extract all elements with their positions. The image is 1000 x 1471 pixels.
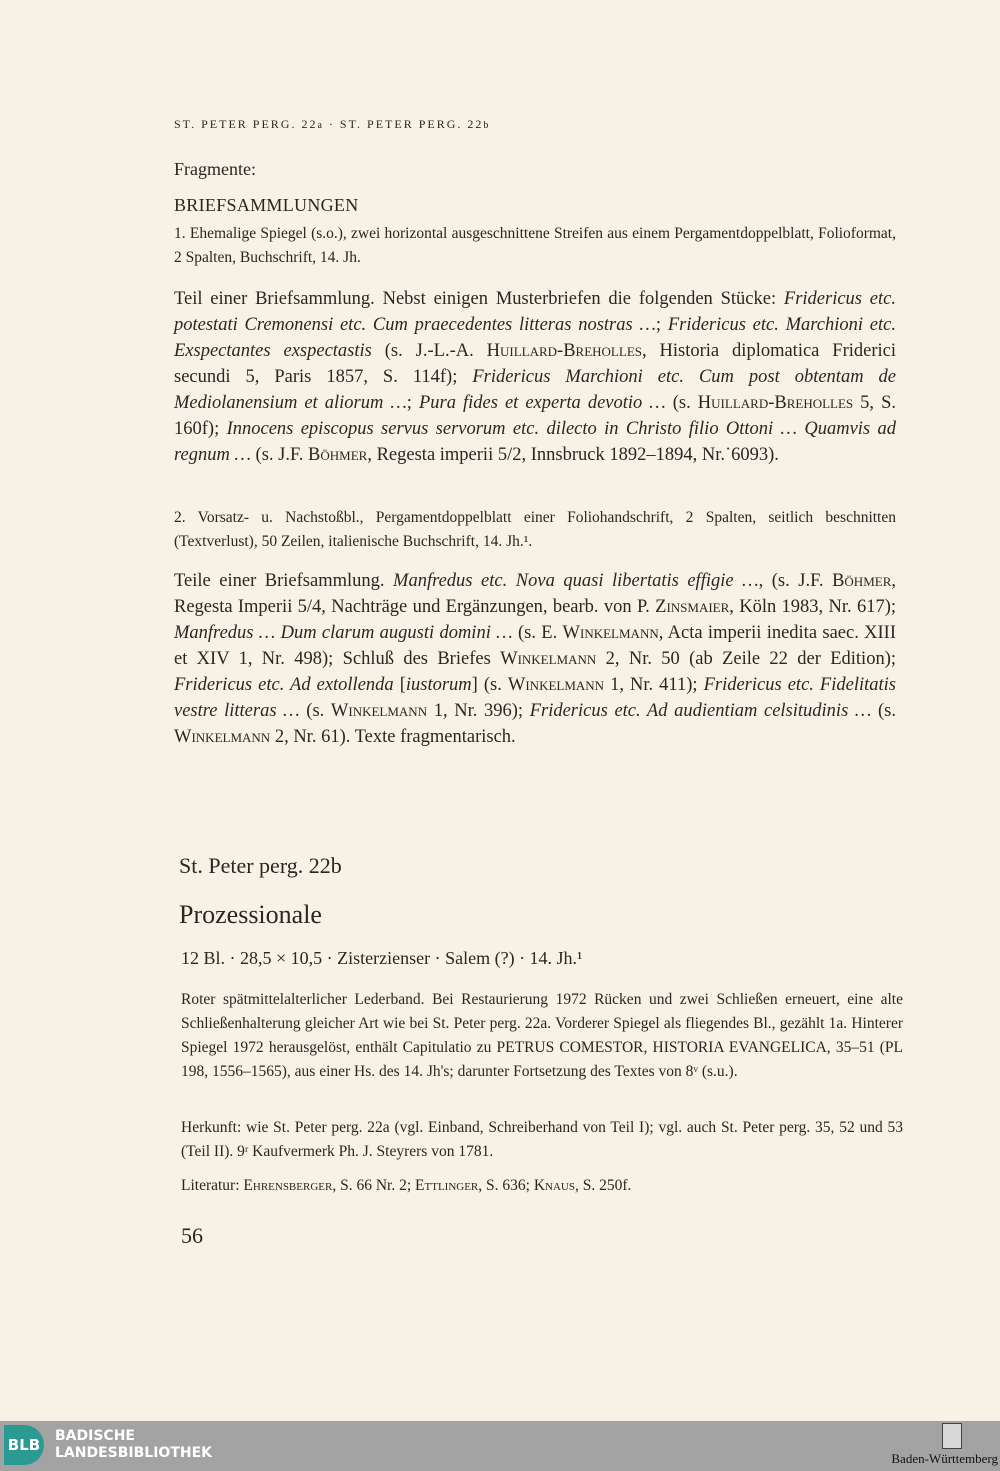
text-segment: 1, Nr. 411);	[604, 675, 704, 695]
shelfmark-heading: St. Peter perg. 22b	[179, 853, 342, 878]
running-head-right: ST. PETER PERG. 22	[339, 117, 484, 131]
italic-text: Fridericus etc. potestati Cremonensi etc. Cum praecedentes litteras nostras …	[174, 289, 896, 335]
text-segment: , S. 66 Nr. 2;	[332, 1177, 416, 1194]
fragment-2-description	[174, 506, 896, 554]
italic-text: Innocens episcopus servus servorum etc. dilecto in Christo filio Ottoni … Quamvis ad regnum …	[174, 419, 896, 465]
italic-text: Fridericus etc. Ad extollenda	[174, 675, 394, 695]
running-head-left: ST. PETER PERG. 22	[174, 117, 318, 131]
section-heading: BRIEFSAMMLUNGEN	[174, 195, 359, 215]
italic-text: Pura fides et experta devotio …	[418, 393, 666, 413]
text-segment: (s.	[299, 701, 331, 721]
text-segment: Herkunft: wie St. Peter perg. 22a (vgl. Einband, Schreiberhand von Teil I); vgl. auch St. Peter perg. 35, 52 und 53 (Teil II). 9ʳ Kaufvermerk Ph. J. Steyrers von 1781.	[181, 1119, 903, 1160]
author-name: Huillard-Breholles	[486, 341, 642, 361]
italic-text: iustorum	[405, 675, 472, 695]
author-name: Knaus	[533, 1177, 575, 1194]
binding-description	[181, 988, 903, 1084]
author-name: Böhmer	[308, 445, 368, 465]
text-segment: , S. 250f.	[574, 1177, 632, 1194]
literature	[181, 1174, 903, 1198]
author-name: Böhmer	[832, 571, 892, 591]
text-segment: ;	[655, 315, 668, 335]
running-head-right-suffix: b	[483, 120, 491, 131]
manuscript-title: Prozessionale	[179, 900, 322, 929]
text-segment: 5, S. 160f);	[174, 393, 896, 439]
author-name: Ehrensberger	[243, 1177, 333, 1194]
text-segment: 1, Nr. 396);	[427, 701, 530, 721]
author-name: Winkelmann	[330, 701, 428, 721]
author-name: Zinsmaier	[655, 597, 730, 617]
text-segment: Literatur:	[181, 1177, 244, 1194]
text-segment: , Regesta imperii 5/2, Innsbruck 1892–1894, Nr.˙6093).	[367, 445, 779, 465]
author-name: Ettlinger	[415, 1177, 479, 1194]
library-name-line1: BADISCHE	[55, 1428, 135, 1444]
text-segment: Teile einer Briefsammlung.	[174, 571, 394, 591]
author-name: Winkelmann	[507, 675, 605, 695]
text-segment: , Acta imperii inedita saec. XIII et XIV 1, Nr. 498); Schluß des Briefes	[174, 623, 896, 669]
text-segment: Roter spätmittelalterlicher Lederband. Bei Restaurierung 1972 Rücken und zwei Schließen erneuert, eine alte Schließenhalterung gleicher Art wie bei St. Peter perg. 22a. Vorderer Spiegel als fliegendes Bl., gezählt 1a. Hinterer Spiegel 1972 herausgelöst, enthält Capitulatio zu PETRUS COMESTOR, HISTORIA EVANGELICA, 35–51 (PL 198, 1556–1565), aus einer Hs. des 14. Jh's; darunter Fortsetzung des Textes von 8ᵛ (s.u.).	[181, 991, 903, 1080]
fragments-label: Fragmente:	[174, 159, 256, 179]
text-segment: (s. E.	[512, 623, 563, 643]
italic-text: Fridericus Marchioni etc. Cum post obtentam de Mediolanensium et aliorum …	[174, 367, 896, 413]
text-segment: , Köln 1983, Nr. 617);	[729, 597, 896, 617]
blb-logo: BLB	[4, 1425, 44, 1465]
running-head-left-suffix: a	[317, 120, 324, 131]
italic-text: Fridericus etc. Marchioni etc. Exspectantes exspectastis	[174, 315, 896, 361]
text-segment: (s. J.-L.-A.	[371, 341, 487, 361]
coat-of-arms-icon	[942, 1423, 962, 1449]
page-number: 56	[181, 1223, 203, 1248]
fragment-2-contents	[174, 568, 896, 750]
fragment-1-contents	[174, 286, 896, 468]
text-segment: 2, Nr. 61). Texte fragmentarisch.	[270, 727, 516, 747]
text-segment: 2, Nr. 50 (ab Zeile 22 der Edition);	[596, 649, 896, 669]
text-segment: (s.	[871, 701, 896, 721]
author-name: Huillard-Breholles	[697, 393, 854, 413]
italic-text: Manfredus … Dum clarum augusti domini …	[174, 623, 513, 643]
author-name: Winkelmann	[562, 623, 659, 643]
text-segment: , (s. J.F.	[758, 571, 833, 591]
text-segment: , Regesta Imperii 5/4, Nachträge und Ergänzungen, bearb. von P.	[174, 571, 896, 617]
author-name: Winkelmann	[500, 649, 597, 669]
text-segment: [	[393, 675, 406, 695]
running-head-separator: ·	[323, 117, 340, 131]
text-segment: 2. Vorsatz- u. Nachstoßbl., Pergamentdoppelblatt einer Foliohandschrift, 2 Spalten, seitlich beschnitten (Textverlust), 50 Zeilen, italienische Buchschrift, 14. Jh.¹.	[174, 509, 896, 550]
text-segment: ;	[406, 393, 419, 413]
state-name: Baden-Württemberg	[891, 1451, 998, 1466]
text-segment: 1. Ehemalige Spiegel (s.o.), zwei horizontal ausgeschnittene Streifen aus einem Pergamentdoppelblatt, Folioformat, 2 Spalten, Buchschrift, 14. Jh.	[174, 225, 896, 266]
text-segment: (s. J.F.	[250, 445, 309, 465]
text-segment: (s.	[665, 393, 698, 413]
author-name: Winkelmann	[174, 727, 271, 747]
italic-text: Fridericus etc. Ad audientiam celsitudinis …	[529, 701, 872, 721]
manuscript-specs: 12 Bl. · 28,5 × 10,5 · Zisterzienser · Salem (?) · 14. Jh.¹	[181, 948, 583, 968]
text-segment: Teil einer Briefsammlung. Nebst einigen Musterbriefen die folgenden Stücke:	[174, 289, 784, 309]
library-name	[55, 1428, 212, 1462]
text-segment: , Historia diplomatica Friderici secundi 5, Paris 1857, S. 114f);	[174, 341, 897, 387]
provenance	[181, 1116, 903, 1164]
running-head	[174, 117, 490, 132]
text-segment: , S. 636;	[478, 1177, 534, 1194]
text-segment: ] (s.	[471, 675, 508, 695]
library-name-line2: LANDESBIBLIOTHEK	[55, 1445, 213, 1461]
italic-text: Manfredus etc. Nova quasi libertatis effigie …	[393, 571, 759, 591]
italic-text: Fridericus etc. Fidelitatis vestre litteras …	[174, 675, 896, 721]
footer-bar	[0, 1421, 1000, 1471]
fragment-1-description	[174, 222, 896, 270]
